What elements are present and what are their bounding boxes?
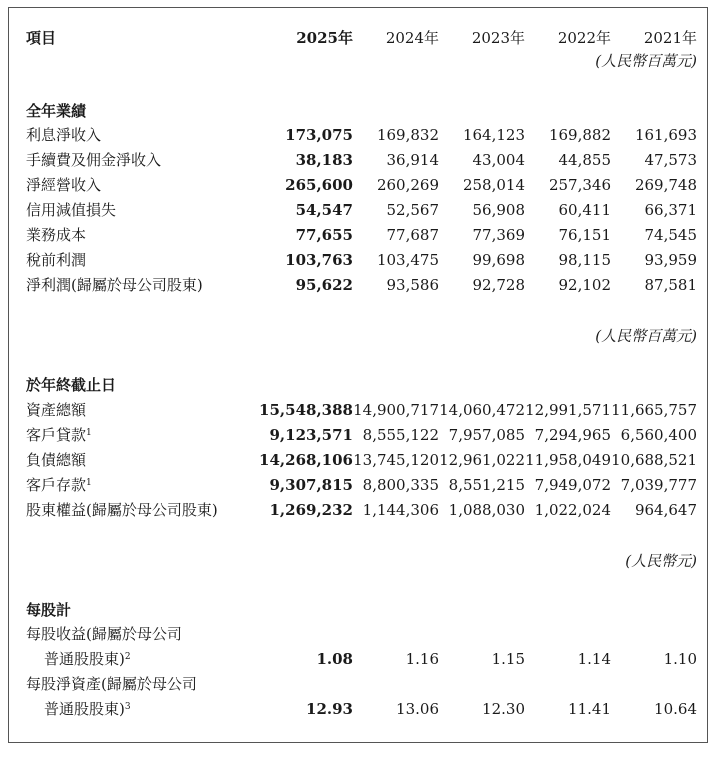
value-2021: 47,573 [644, 151, 697, 169]
unit-row-2 [9, 325, 707, 347]
value-2023: 14,060,472 [439, 401, 525, 419]
table-row [9, 424, 707, 446]
table-row-label-line [9, 623, 707, 645]
row-label [26, 499, 218, 521]
value-2022: 1.14 [577, 650, 611, 668]
value-2021: 93,959 [644, 251, 697, 269]
year-header-2022: 2022年 [557, 29, 611, 47]
section-title-full-year: 全年業績 [26, 102, 87, 120]
value-2025: 9,123,571 [269, 426, 353, 444]
value-2025: 1,269,232 [269, 501, 353, 519]
value-2024: 260,269 [376, 176, 439, 194]
row-label-line1: 每股收益(歸屬於母公司 [26, 625, 182, 643]
value-2021: 10.64 [654, 700, 697, 718]
section-title-year-end: 於年終截止日 [26, 376, 117, 394]
year-header-2021: 2021年 [643, 29, 697, 47]
value-2023: 56,908 [472, 201, 525, 219]
value-2021: 10,688,521 [611, 451, 697, 469]
table-row-label-line [9, 673, 707, 695]
footnote-marker: 2 [124, 652, 131, 662]
financial-summary-table [8, 7, 708, 743]
row-label-line2 [44, 698, 131, 720]
row-label [26, 399, 86, 421]
value-2025: 54,547 [295, 201, 353, 219]
footnote-marker: 1 [86, 478, 92, 488]
value-2024: 36,914 [386, 151, 439, 169]
table-row [9, 274, 707, 296]
value-2023: 12.30 [482, 700, 525, 718]
value-2021: 7,039,777 [620, 476, 697, 494]
value-2022: 92,102 [558, 276, 611, 294]
value-2023: 8,551,215 [448, 476, 525, 494]
value-2025: 173,075 [285, 126, 353, 144]
table-row [9, 449, 707, 471]
row-label: 淨利潤(歸屬於母公司股東) [26, 276, 203, 294]
row-label: 利息淨收入 [26, 126, 102, 144]
row-label-text: 客戶存款 [26, 476, 87, 494]
value-2021: 87,581 [644, 276, 697, 294]
value-2023: 164,123 [462, 126, 525, 144]
unit-row-3 [9, 550, 707, 572]
value-2025: 9,307,815 [269, 476, 353, 494]
value-2021: 269,748 [634, 176, 697, 194]
row-label-text: 客戶貸款 [26, 426, 87, 444]
value-2025: 38,183 [295, 151, 353, 169]
table-row [9, 399, 707, 421]
unit-label: (人民幣元) [625, 552, 697, 570]
value-2025: 95,622 [295, 276, 353, 294]
row-label: 稅前利潤 [26, 251, 87, 269]
value-2025: 265,600 [285, 176, 353, 194]
item-column-header: 項目 [26, 29, 57, 47]
value-2023: 1,088,030 [448, 501, 525, 519]
table-row [9, 648, 707, 670]
value-2024: 77,687 [386, 226, 439, 244]
value-2021: 74,545 [644, 226, 697, 244]
row-label [26, 424, 92, 446]
value-2024: 8,800,335 [362, 476, 439, 494]
header-row [9, 27, 707, 49]
value-2022: 11,958,049 [525, 451, 611, 469]
table-row [9, 174, 707, 196]
table-row [9, 249, 707, 271]
row-label [26, 449, 86, 471]
value-2024: 1.16 [405, 650, 439, 668]
row-label: 業務成本 [26, 226, 87, 244]
value-2022: 1,022,024 [534, 501, 611, 519]
row-label-text: 資產總額 [26, 401, 87, 419]
value-2021: 964,647 [634, 501, 697, 519]
table-row [9, 698, 707, 720]
value-2024: 13.06 [396, 700, 439, 718]
unit-label: (人民幣百萬元) [595, 327, 697, 345]
row-label: 信用減值損失 [26, 201, 117, 219]
value-2023: 258,014 [462, 176, 525, 194]
section-title-row [9, 100, 707, 122]
value-2024: 1,144,306 [362, 501, 439, 519]
value-2021: 161,693 [634, 126, 697, 144]
table-row [9, 199, 707, 221]
value-2023: 43,004 [472, 151, 525, 169]
value-2024: 169,832 [376, 126, 439, 144]
row-label-text: 普通股股東) [44, 700, 125, 718]
row-label [26, 474, 92, 496]
value-2024: 103,475 [376, 251, 439, 269]
value-2023: 92,728 [472, 276, 525, 294]
value-2022: 98,115 [558, 251, 611, 269]
value-2023: 1.15 [491, 650, 525, 668]
table-row [9, 149, 707, 171]
value-2022: 257,346 [548, 176, 611, 194]
row-label-line1: 每股淨資產(歸屬於母公司 [26, 675, 197, 693]
table-row [9, 124, 707, 146]
value-2022: 76,151 [558, 226, 611, 244]
value-2023: 99,698 [472, 251, 525, 269]
year-header-2025: 2025年 [296, 29, 353, 47]
row-label-text: 負債總額 [26, 451, 87, 469]
section-title-row [9, 599, 707, 621]
year-header-2023: 2023年 [471, 29, 525, 47]
footnote-marker: 3 [124, 702, 131, 712]
value-2025: 1.08 [316, 650, 353, 668]
value-2022: 7,294,965 [534, 426, 611, 444]
value-2024: 93,586 [386, 276, 439, 294]
unit-row-1 [9, 50, 707, 72]
value-2022: 169,882 [548, 126, 611, 144]
value-2025: 77,655 [295, 226, 353, 244]
value-2021: 66,371 [644, 201, 697, 219]
value-2021: 6,560,400 [620, 426, 697, 444]
section-title-per-share: 每股計 [26, 601, 72, 619]
value-2024: 52,567 [386, 201, 439, 219]
row-label-text: 股東權益(歸屬於母公司股東) [26, 501, 218, 519]
table-row [9, 474, 707, 496]
table-row [9, 499, 707, 521]
value-2022: 60,411 [558, 201, 611, 219]
value-2022: 11.41 [568, 700, 611, 718]
value-2025: 15,548,388 [259, 401, 353, 419]
value-2024: 14,900,717 [353, 401, 439, 419]
year-header-2024: 2024年 [385, 29, 439, 47]
unit-label: (人民幣百萬元) [595, 52, 697, 70]
value-2025: 103,763 [285, 251, 353, 269]
section-title-row [9, 374, 707, 396]
row-label-text: 普通股股東) [44, 650, 125, 668]
value-2022: 7,949,072 [534, 476, 611, 494]
row-label-line2 [44, 648, 131, 670]
row-label: 手續費及佣金淨收入 [26, 151, 162, 169]
value-2023: 77,369 [472, 226, 525, 244]
value-2021: 11,665,757 [611, 401, 697, 419]
footnote-marker: 1 [86, 428, 92, 438]
value-2024: 8,555,122 [362, 426, 439, 444]
value-2025: 14,268,106 [259, 451, 353, 469]
value-2021: 1.10 [663, 650, 697, 668]
row-label: 淨經營收入 [26, 176, 102, 194]
value-2023: 7,957,085 [448, 426, 525, 444]
value-2022: 12,991,571 [525, 401, 611, 419]
value-2024: 13,745,120 [353, 451, 439, 469]
value-2025: 12.93 [306, 700, 353, 718]
value-2022: 44,855 [558, 151, 611, 169]
table-row [9, 224, 707, 246]
value-2023: 12,961,022 [439, 451, 525, 469]
